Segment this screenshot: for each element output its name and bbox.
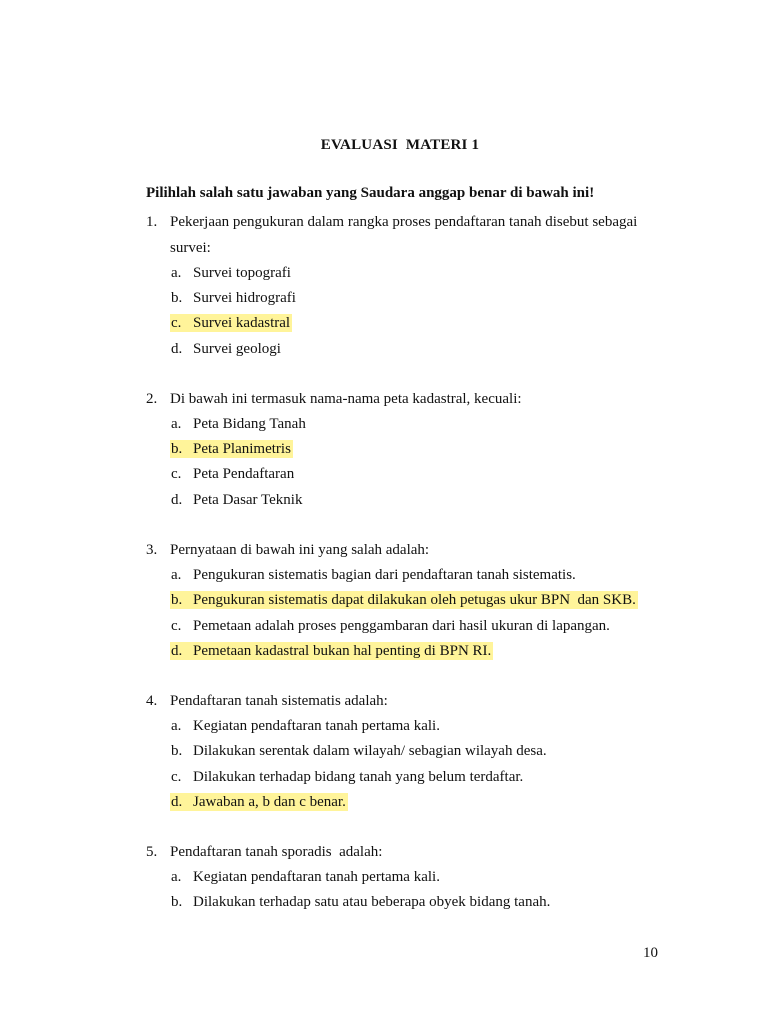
option-a (170, 264, 292, 282)
option-text: Pemetaan kadastral bukan hal penting di BPN RI. (193, 643, 492, 659)
option-text: Jawaban a, b dan c benar. (193, 794, 346, 810)
option-text: Pemetaan adalah proses penggambaran dari hasil ukuran di lapangan. (193, 618, 610, 634)
option-text: Kegiatan pendaftaran tanah pertama kali. (193, 869, 440, 885)
option-letter: a. (171, 416, 182, 432)
question-text: Pendaftaran tanah sporadis adalah: (170, 844, 383, 860)
option-text: Survei geologi (193, 341, 281, 357)
option-text: Peta Bidang Tanah (193, 416, 306, 432)
option-letter: a. (171, 567, 182, 583)
option-letter: d. (171, 643, 183, 659)
option-c-highlighted (170, 314, 292, 332)
option-letter: d. (171, 341, 183, 357)
option-text: Peta Dasar Teknik (193, 492, 303, 508)
option-b-highlighted (170, 440, 293, 458)
option-letter: c. (171, 769, 182, 785)
question-text: Pekerjaan pengukuran dalam rangka proses pendaftaran tanah disebut sebagai (170, 214, 638, 230)
option-b (170, 742, 548, 760)
option-letter: d. (171, 794, 183, 810)
question-text: Pendaftaran tanah sistematis adalah: (170, 693, 388, 709)
option-letter: b. (171, 441, 183, 457)
option-text: Survei kadastral (193, 315, 291, 331)
option-letter: a. (171, 869, 182, 885)
question-number: 5. (146, 844, 158, 860)
question-number: 2. (146, 391, 158, 407)
option-b (170, 893, 551, 911)
option-letter: b. (171, 290, 183, 306)
option-text: Dilakukan terhadap bidang tanah yang belum terdaftar. (193, 769, 524, 785)
option-d-highlighted (170, 793, 348, 811)
page-title: EVALUASI MATERI 1 (320, 137, 480, 153)
question-number: 1. (146, 214, 158, 230)
option-text: Survei hidrografi (193, 290, 296, 306)
option-letter: c. (171, 466, 182, 482)
option-letter: d. (171, 492, 183, 508)
question-text: Di bawah ini termasuk nama-nama peta kadastral, kecuali: (170, 391, 522, 407)
page-number: 10 (643, 945, 658, 961)
option-letter: b. (171, 743, 183, 759)
option-d (170, 491, 303, 509)
question-text-continued: survei: (170, 240, 211, 256)
option-letter: a. (171, 718, 182, 734)
option-d (170, 340, 282, 358)
question-number: 4. (146, 693, 158, 709)
option-text: Pengukuran sistematis bagian dari pendaftaran tanah sistematis. (193, 567, 576, 583)
option-letter: c. (171, 618, 182, 634)
option-letter: b. (171, 592, 183, 608)
instruction-text: Pilihlah salah satu jawaban yang Saudara anggap benar di bawah ini! (146, 185, 595, 201)
option-text: Survei topografi (193, 265, 291, 281)
option-letter: b. (171, 894, 183, 910)
option-a (170, 868, 441, 886)
option-a (170, 566, 577, 584)
question-number: 3. (146, 542, 158, 558)
option-text: Dilakukan terhadap satu atau beberapa obyek bidang tanah. (193, 894, 551, 910)
option-a (170, 717, 441, 735)
question-text: Pernyataan di bawah ini yang salah adalah: (170, 542, 430, 558)
option-letter: c. (171, 315, 182, 331)
option-c (170, 465, 295, 483)
option-b (170, 289, 297, 307)
option-b-highlighted (170, 591, 638, 609)
option-c (170, 617, 611, 635)
option-text: Peta Pendaftaran (193, 466, 295, 482)
option-a (170, 415, 307, 433)
option-text: Kegiatan pendaftaran tanah pertama kali. (193, 718, 440, 734)
option-text: Pengukuran sistematis dapat dilakukan oleh petugas ukur BPN dan SKB. (193, 592, 636, 608)
option-text: Peta Planimetris (193, 441, 291, 457)
option-letter: a. (171, 265, 182, 281)
option-d-highlighted (170, 642, 493, 660)
option-c (170, 768, 524, 786)
option-text: Dilakukan serentak dalam wilayah/ sebagian wilayah desa. (193, 743, 547, 759)
